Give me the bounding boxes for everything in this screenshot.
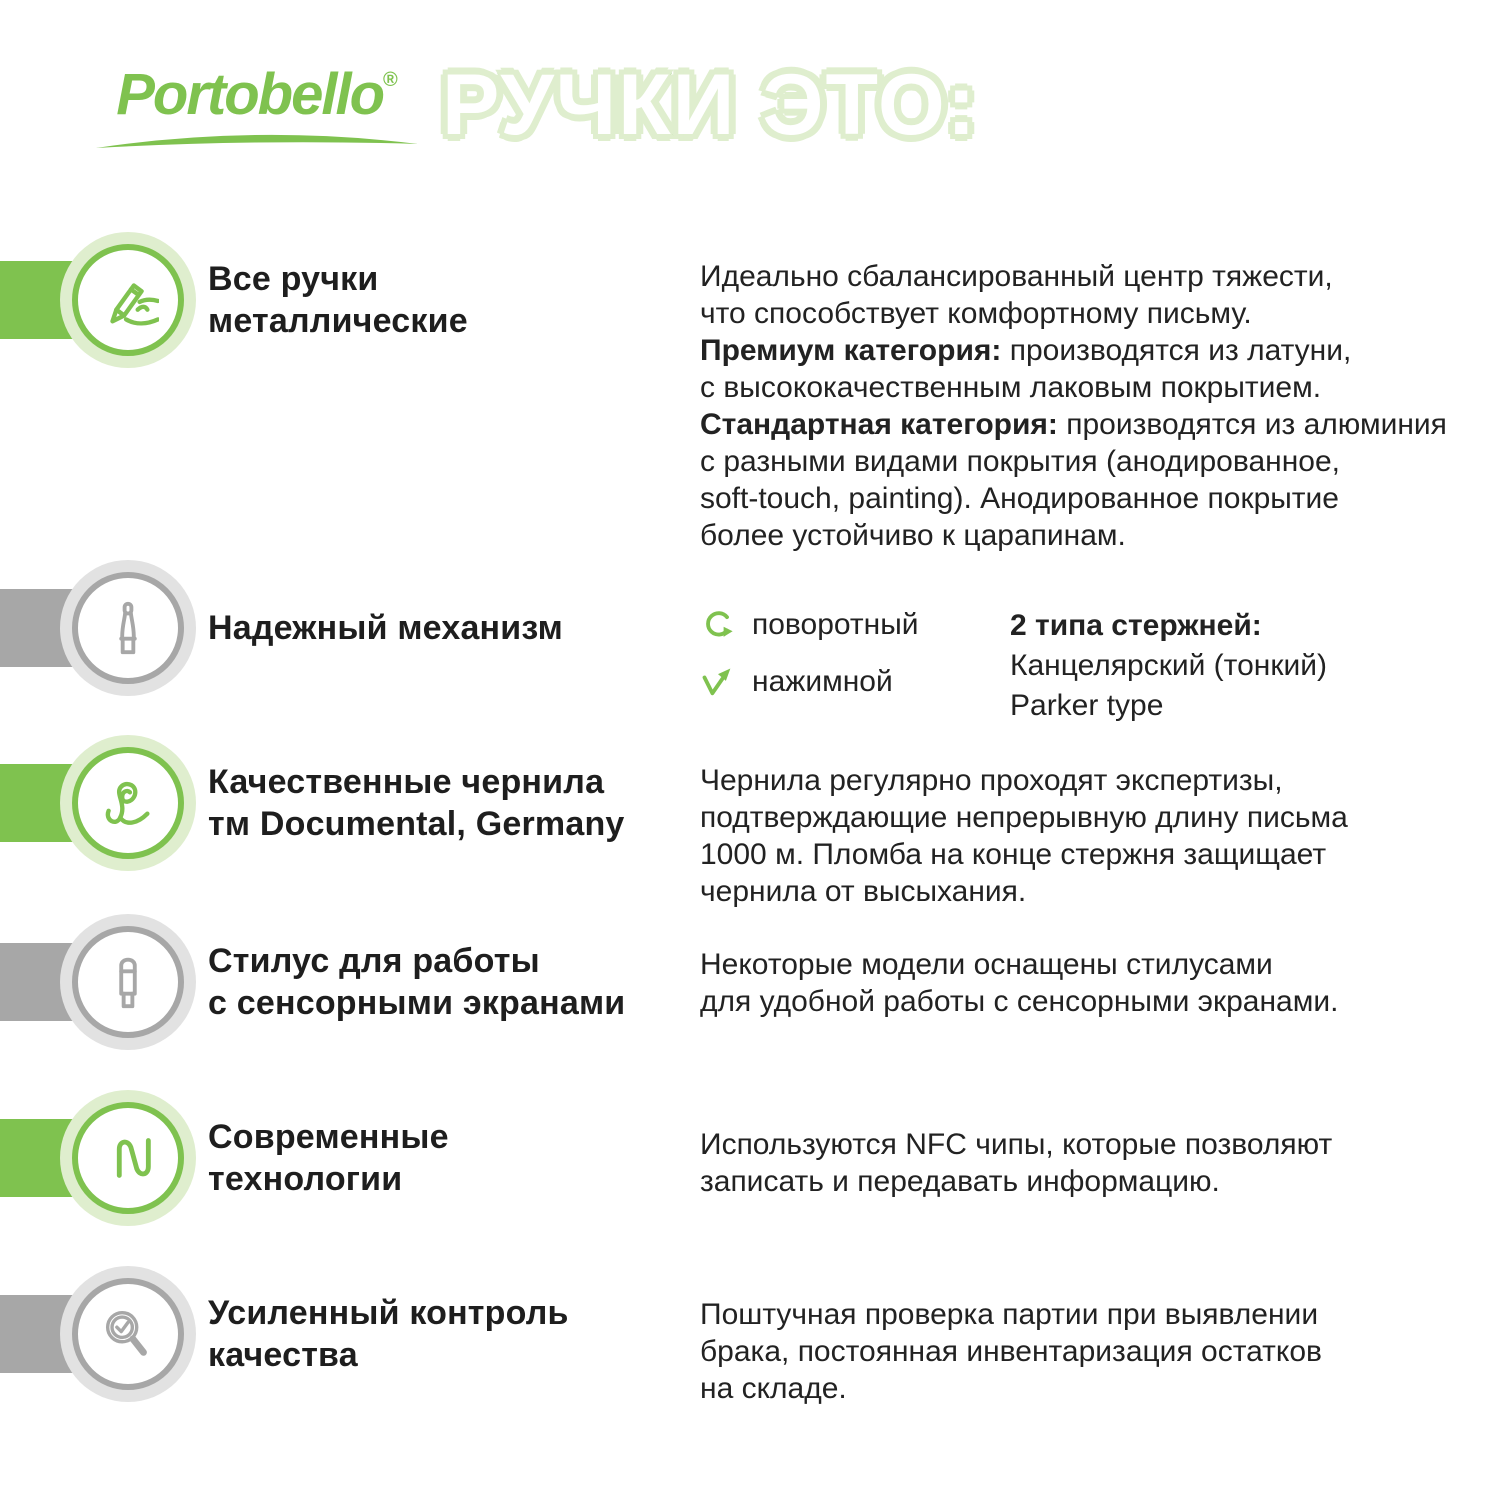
brand-name: Portobello — [116, 62, 384, 127]
registered-mark: ® — [383, 69, 398, 91]
logo-swoosh-underline — [92, 130, 422, 152]
mechanism-rotary — [700, 606, 1010, 643]
feature-title: Качественные чернила тм Documental, Germany — [208, 763, 625, 843]
feature-row-mechanism — [0, 528, 1500, 728]
icon-halo — [60, 1090, 196, 1226]
icon-halo — [60, 232, 196, 368]
brand-logo-text — [92, 62, 422, 127]
feature-description: Поштучная проверка партии при выявлении брака, постоянная инвентаризация остатков на складе. — [700, 1298, 1322, 1405]
magnifier-check-icon — [72, 1278, 184, 1390]
feature-row-quality — [0, 1234, 1500, 1434]
stylus-icon — [72, 926, 184, 1038]
feature-title: Усиленный контроль качества — [208, 1294, 569, 1374]
icon-halo — [60, 560, 196, 696]
mechanism-label: поворотный — [752, 608, 919, 641]
feature-title: Надежный механизм — [208, 609, 564, 647]
brand-logo — [92, 62, 422, 152]
icon-halo — [60, 735, 196, 871]
pen-in-hand-icon — [72, 244, 184, 356]
feature-row-stylus — [0, 882, 1500, 1082]
icon-halo — [60, 914, 196, 1050]
feature-description: Чернила регулярно проходят экспертизы, подтверждающие непрерывную длину письма 1000 м. Пломба на конце стержня защищает чернила от высыхания. — [700, 764, 1348, 908]
feature-description: Идеально сбалансированный центр тяжести, что способствует комфортному письму. Премиум категория: производятся из латуни, с высококачественным лаковым покрытием. Стандартная категория: производятся из алюминия с разными видами покрытия (анодированное, soft-touch, painting). Анодированное покрытие более устойчиво к царапинам. — [700, 260, 1447, 552]
refill-heading: 2 типа стержней: — [1010, 609, 1262, 642]
page-title: РУЧКИ ЭТО: — [442, 57, 978, 153]
rotate-arrow-icon — [700, 607, 736, 643]
icon-halo — [60, 1266, 196, 1402]
refill-list: Канцелярский (тонкий) Parker type — [1010, 649, 1327, 722]
mechanism-label: нажимной — [752, 665, 893, 698]
feature-title: Современные технологии — [208, 1118, 449, 1198]
nfc-icon — [72, 1102, 184, 1214]
pen-tip-icon — [72, 572, 184, 684]
mechanism-push — [700, 663, 1010, 700]
feature-row-metal-pens — [0, 200, 1500, 552]
feature-description: Используются NFC чипы, которые позволяют записать и передавать информацию. — [700, 1128, 1333, 1198]
feature-row-technology — [0, 1058, 1500, 1258]
ink-scribble-icon — [72, 747, 184, 859]
feature-title: Все ручки металлические — [208, 260, 468, 340]
feature-row-ink — [0, 703, 1500, 908]
push-arrow-icon — [700, 664, 736, 700]
feature-description: Некоторые модели оснащены стилусами для удобной работы с сенсорными экранами. — [700, 948, 1339, 1018]
feature-title: Стилус для работы с сенсорными экранами — [208, 942, 626, 1022]
